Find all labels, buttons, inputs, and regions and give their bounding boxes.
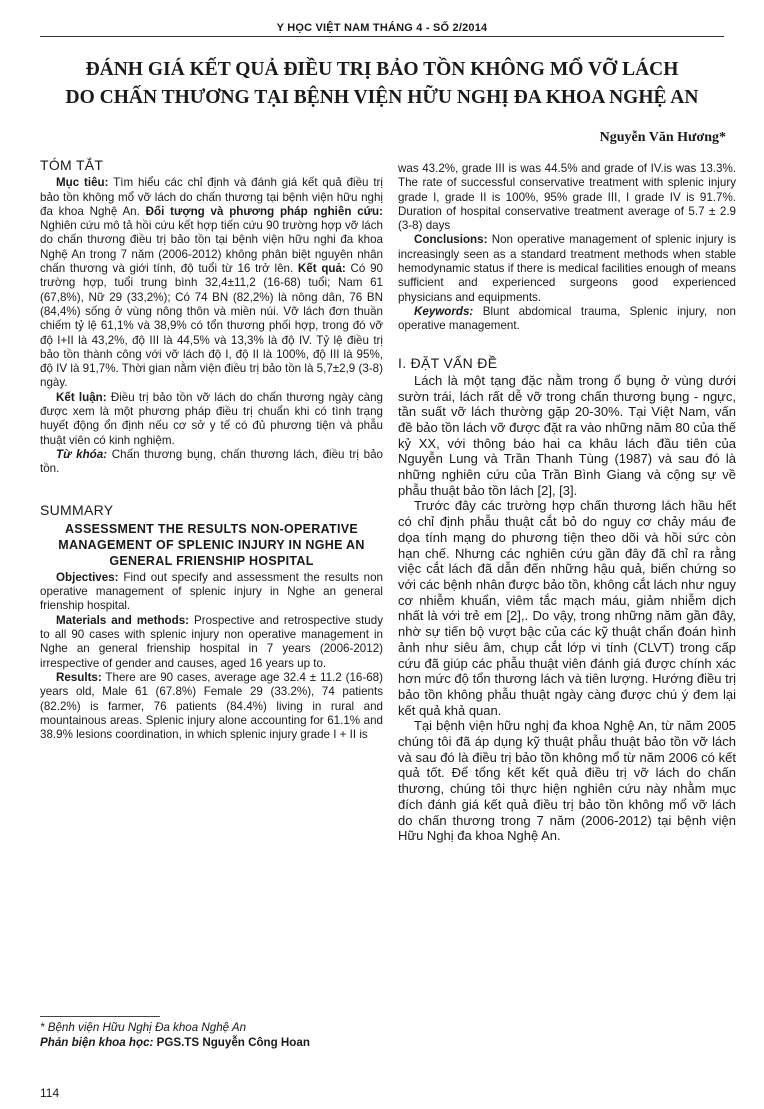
title-line-2: DO CHẤN THƯƠNG TẠI BỆNH VIỆN HỮU NGHỊ ĐA KHOA NGHỆ AN — [65, 87, 699, 108]
footnote-affiliation: * Bệnh viện Hữu Nghị Đa khoa Nghệ An — [40, 1021, 247, 1034]
section-1-paragraph-3: Tại bệnh viện hữu nghị đa khoa Nghệ An, từ năm 2005 chúng tôi đã áp dụng kỹ thuật phẫu thuật bảo tồn vỡ lách và sau đó là điều trị bảo tồn không mổ từ năm 2006 có kết quả tốt. Để tổng kết kết quả điều trị vỡ lách do chấn thương, chúng tôi thực hiện nghiên cứu này nhằm mục đích đánh giá kết quả điều trị bảo tồn không mổ vỡ lách do chấn thương trong 7 năm (2006-2012) tại bệnh viện Hữu Nghị đa khoa Nghệ An. — [398, 718, 736, 844]
right-column — [398, 162, 736, 844]
summary-heading: SUMMARY — [40, 501, 114, 518]
vi-methods-label: Đối tượng và phương pháp nghiên cứu: — [139, 204, 383, 218]
section-1-paragraph-2: Trước đây các trường hợp chấn thương lách hầu hết có chỉ định phẫu thuật cắt bỏ do nguy cơ chảy máu đe dọa tính mạng do phương tiện theo dõi và hồi sức còn hạn chế. Nhưng các nghiên cứu gần đây đã chỉ ra rằng việc cắt lách đã dẫn đến những hậu quả, biến chứng so với các bệnh nhân được bảo tồn, không cắt lách như nguy cơ nhiễm khuẩn, viêm tắc mạch máu, giảm nhiễm dịch nhất là với trẻ em [2],. Do vậy, trong những năm gần đây, nhờ sự tiến bộ vượt bậc của các kỹ thuật chẩn đoán hình ảnh như siêu âm, chụp cắt lớp vi tính (CLVT) trong cấp cứu đã giúp các phẫu thuật viên đánh giá được chính xác hơn mức độ tổn thương lách và tiên lượng. Hướng điều trị bảo tồn không phẫu thuật ngày càng được chú ý đem lại kết quả khả quan. — [398, 498, 737, 718]
tomtat-heading: TÓM TẮT — [40, 157, 104, 173]
vi-keywords: Từ khóa: Chấn thương bụng, chấn thương lách, điều trị bảo tồn. — [40, 447, 383, 476]
en-results: Results: There are 90 cases, average age 32.4 ± 11.2 (16-68) years old, Male 61 (67.8%) Female 29 (33.2%), 74 patients (82.2%) is farmer, 76 patients (84.4%) living in rural and mountainous areas. Splenic injury alone accounting for 61.1% and 38.9% lesions coordination, in which splenic injury grade I + II is — [40, 670, 383, 742]
left-column — [40, 158, 383, 742]
section-1-paragraph-1: Lách là một tạng đặc nằm trong ổ bụng ở vùng dưới sườn trái, lách rất dễ vỡ trong chấn thương bụng - ngực, tần suất vỡ lách thường gặp 20-30%. Tại Việt Nam, vấn đề bảo tồn lách vỡ được đặt ra vào những năm 80 của thế kỷ XX, với thông báo hai ca khâu lách đầu tiên của Nguyễn Lung và Trần Thanh Tùng (1987) và sau đó là những nghiên cứu của Trần Bình Giang và cộng sự về phẫu thuật bảo tồn lách [2], [3]. — [398, 372, 736, 498]
journal-header: Y HỌC VIỆT NAM THÁNG 4 - SỐ 2/2014 — [276, 22, 488, 34]
vi-results-label: Kết quả: — [293, 262, 346, 276]
en-objectives: Objectives: Find out specify and assessment the results non operative management of splenic injury in Nghe an general frienship hospital. — [40, 570, 383, 613]
header-rule — [40, 36, 724, 37]
title-line-1: ĐÁNH GIÁ KẾT QUẢ ĐIỀU TRỊ BẢO TỒN KHÔNG MỔ VỠ LÁCH — [85, 59, 679, 80]
en-methods: Materials and methods: Prospective and retrospective study to all 90 cases with splenic injury non operative management in Nghe an general frienship hospital in 7 years (2006-2012) irrespective of gender and causes, aged 16 years up to. — [40, 613, 383, 670]
vi-abstract-objective: Mục tiêu: Tìm hiểu các chỉ định và đánh giá kết quả điều trị bảo tồn không mổ vỡ lách do chấn thương tại bệnh viện hữu nghị đa khoa Nghệ An. Đối tượng và phương pháp nghiên cứu: Nghiên cứu mô tả hồi cứu kết hợp tiến cứu 90 trường hợp vỡ lách do chấn thương điều trị bảo tồn tại bệnh viện hữu nghi đa khoa Nghệ An trong 7 năm (2006-2012) không phân biệt nguyên nhân chấn thương và giới tính, độ tuổi từ 16 trở lên. Kết quả: Có 90 trường hợp, tuổi trung bình 32,4±11,2 (16-68) tuổi; Nam 61 (67,8%), Nữ 29 (33,2%); Có 74 BN (82,2%) là nông dân, 76 BN (84,4%) sống ở vùng nông thôn và miền núi. Vỡ lách đơn thuần chiếm tỷ lệ 61,1% và 38,9% có tổn thương phối hợp, trong đó vỡ độ I+II là 43,2%, độ III là 44,5% và 13,3% là độ IV. Tỷ lệ điều trị bảo tồn thành công với vỡ lách độ I, độ II là 100%, độ III là 95%, độ IV là 91,7%. Thời gian nằm viện điều trị bảo tồn là 5,7±2,9 (3-8) ngày. — [40, 176, 383, 390]
section-1-heading: I. ĐẶT VẤN ĐỀ — [398, 354, 498, 371]
en-conclusions: Conclusions: Non operative management of splenic injury is increasingly seen as a standard treatment methods when stable hemodynamic status if there is medical facilities enough of means sufficient and experienced surgeons good experienced physicians and equipments. — [398, 233, 736, 304]
author: Nguyễn Văn Hương* — [599, 130, 726, 145]
footnote-reviewer: Phản biện khoa học: PGS.TS Nguyễn Công Hoan — [40, 1036, 310, 1049]
article-title — [40, 56, 724, 112]
summary-title: ASSESSMENT THE RESULTS NON-OPERATIVE MANAGEMENT OF SPLENIC INJURY IN NGHE AN GENERAL FRIENSHIP HOSPITAL — [58, 521, 365, 568]
footnote-rule — [40, 1016, 160, 1017]
en-results-continued: was 43.2%, grade III is was 44.5% and grade of IV.is was 13.3%. The rate of successful conservative treatment with splenic injury grade I, grade II is 100%, 95% grade III, I grade IV is 91.7%. Duration of hospital conservative treatment average of 5.7 ± 2.9 (3-8) days — [398, 162, 736, 233]
vi-abstract-conclusion: Kết luận: Điều trị bảo tồn vỡ lách do chấn thương ngày càng được xem là một phương pháp điều trị chuẩn khi có tình trạng huyết động ổn định nếu cơ sở y tế có đủ phương tiện và phẫu thuật viên có kinh nghiệm. — [40, 390, 383, 447]
en-keywords: Keywords: Blunt abdomical trauma, Splenic injury, non operative management. — [398, 304, 736, 333]
page-number: 114 — [40, 1086, 60, 1100]
vi-objective-label: Mục tiêu: — [56, 176, 109, 190]
footnotes — [40, 1020, 310, 1050]
